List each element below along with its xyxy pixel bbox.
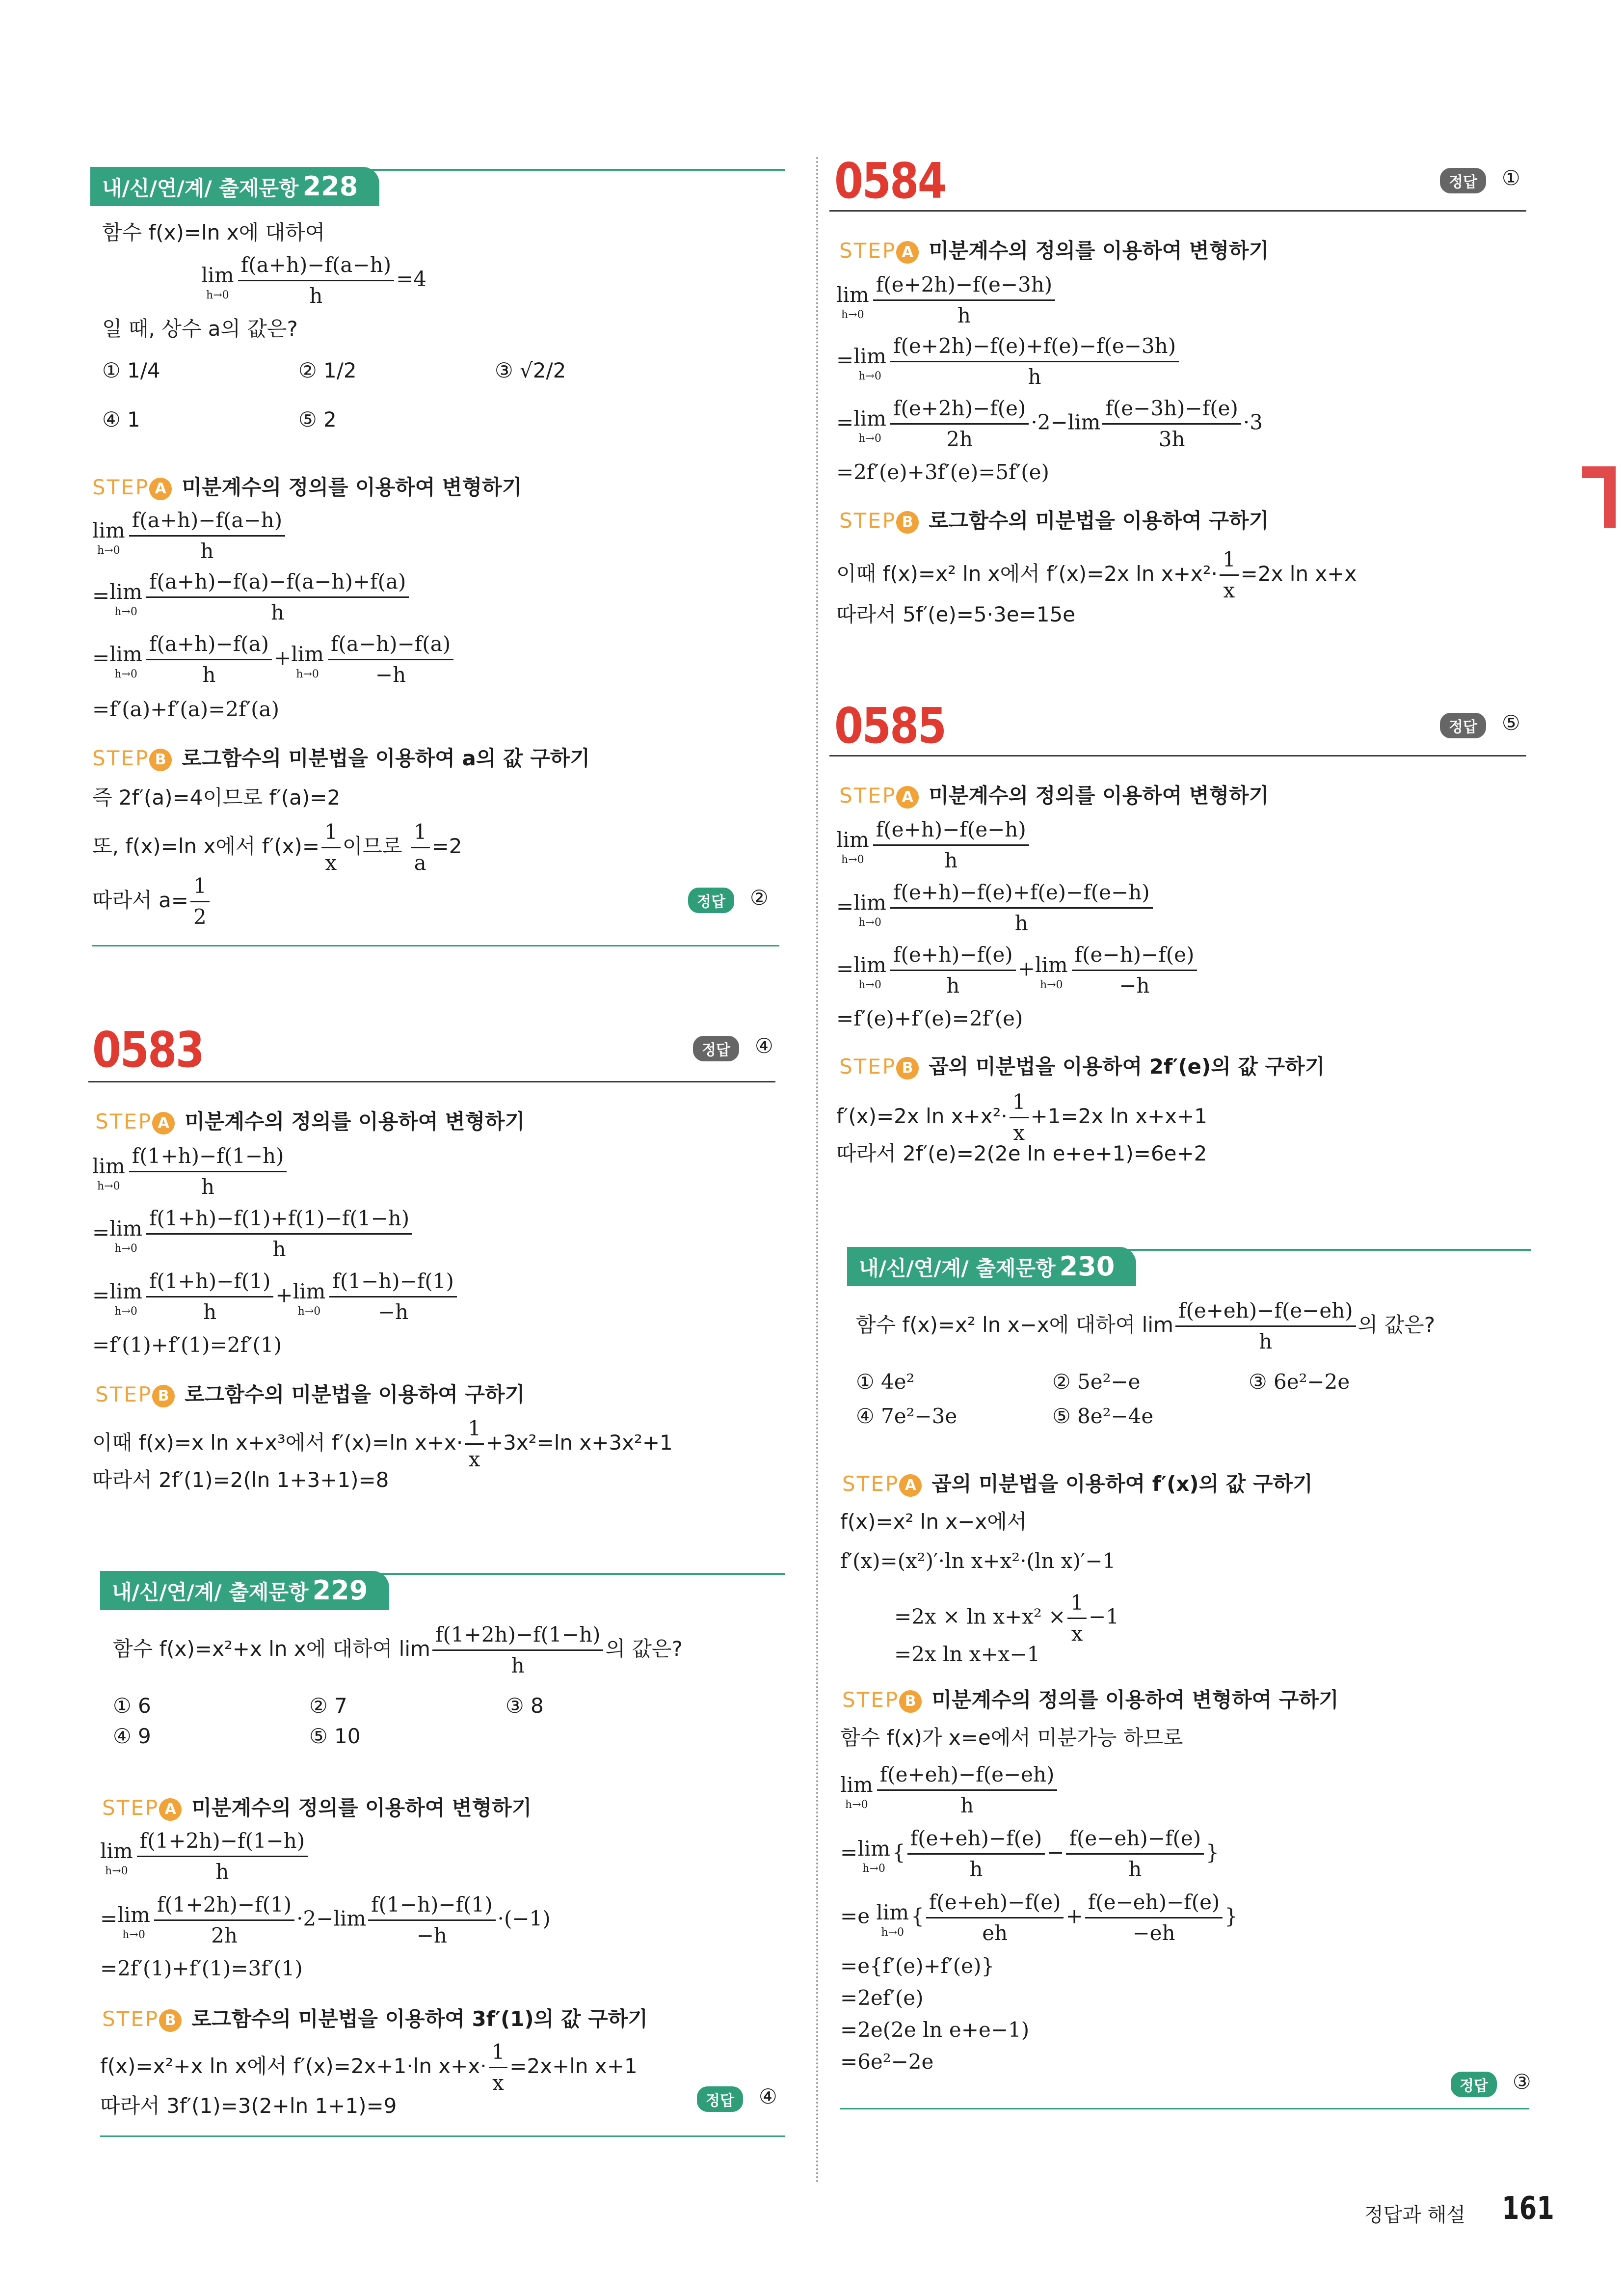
answer-value: ② — [750, 886, 769, 910]
problem-number: 0585 — [834, 697, 946, 755]
choice-1[interactable]: ① 1/4 — [102, 358, 160, 382]
derivation-line-1: lim h→0 $\frac{f(a+h)-f(a-h)}{h}$ — [92, 506, 287, 566]
derivation-line-1: lim h→0 $\frac{f(e+h)-f(e-h)}{h}$ — [836, 815, 1031, 875]
step-b-line-2: 따라서 3f′(1)=3(2+ln 1+1)=9 — [100, 2094, 397, 2118]
chapter-tab-marker — [1604, 466, 1616, 528]
step-a-heading: STEP A 곱의 미분법을 이용하여 f′(x)의 값 구하기 — [842, 1472, 1313, 1496]
step-b-heading: STEP B 로그함수의 미분법을 이용하여 구하기 — [839, 509, 1269, 533]
step-b-line-1: 이때 f(x)=x² ln x에서 f′(x)=2x ln x+x²· $\frac{1}{x}$ =2x ln x+x — [836, 545, 1357, 605]
banner-number: 229 — [312, 1575, 368, 1606]
step-b-line-0: 함수 f(x)가 x=e에서 미분가능 하므로 — [840, 1726, 1183, 1750]
problem-question: 일 때, 상수 a의 값은? — [102, 317, 298, 341]
footer-section-title: 정답과 해설 — [1364, 2204, 1465, 2226]
step-b-heading: STEP B 미분계수의 정의를 이용하여 변형하여 구하기 — [842, 1688, 1339, 1712]
derivation-line-3: =lim h→0 $\frac{f(a+h)-f(a)}{h}$ +lim h→0 $\frac{f(a-h)-f(a)}{-h}$ — [92, 629, 455, 690]
step-b-line-2: 또, f(x)=ln x에서 f′(x)= $\frac{1}{x}$ 이므로 $\frac{1}{a}$ =2 — [92, 817, 462, 878]
derivation-line-2: =lim h→0 $\frac{f(1+2h)-f(1)}{2h}$ ·2−lim $\frac{f(1-h)-f(1)}{-h}$ ·(−1) — [100, 1890, 551, 1950]
answer-value: ③ — [1513, 2070, 1531, 2094]
linked-problem-banner — [847, 1247, 1136, 1286]
step-a-line-2: f′(x)=(x²)′·ln x+x²·(ln x)′−1 — [840, 1549, 1116, 1573]
step-a-heading: STEP A 미분계수의 정의를 이용하여 변형하기 — [102, 1796, 532, 1820]
problem-prompt: 함수 f(x)=ln x에 대하여 — [102, 220, 325, 244]
step-b-line-2: 따라서 2f′(1)=2(ln 1+3+1)=8 — [92, 1468, 389, 1492]
derivation-line-7: =6e²−2e — [840, 2050, 934, 2074]
derivation-line-1: lim h→0 $\frac{f(e+eh)-f(e-eh)}{h}$ — [840, 1760, 1059, 1820]
banner-rule — [363, 169, 785, 171]
derivation-line-2: =lim h→0 $\frac{f(1+h)-f(1)+f(1)-f(1-h)}{h}$ — [92, 1204, 414, 1264]
problem-prompt: 함수 f(x)=x² ln x−x에 대하여 lim $\frac{f(e+eh)-f(e-eh)}{h}$ 의 값은? — [856, 1296, 1435, 1356]
step-b-heading: STEP B 곱의 미분법을 이용하여 2f′(e)의 값 구하기 — [839, 1054, 1325, 1079]
choice-5[interactable]: ⑤ 2 — [298, 407, 337, 432]
banner-number: 230 — [1059, 1251, 1115, 1282]
linked-problem-banner — [90, 167, 379, 206]
derivation-line-2: =lim h→0 { $\frac{f(e+eh)-f(e)}{h}$ − $\frac{f(e-eh)-f(e)}{h}$ } — [840, 1824, 1219, 1884]
derivation-line-3: =lim h→0 $\frac{f(e+2h)-f(e)}{2h}$ ·2−lim $\frac{f(e-3h)-f(e)}{3h}$ ·3 — [836, 394, 1263, 454]
choice-4[interactable]: ④ 7e²−3e — [856, 1404, 958, 1428]
step-b-line-3: 따라서 a= $\frac{1}{2}$ — [92, 871, 212, 932]
step-a-heading: STEP A 미분계수의 정의를 이용하여 변형하기 — [95, 1109, 525, 1134]
left-column — [88, 0, 785, 2296]
section-rule — [100, 2135, 785, 2137]
page-number: 161 — [1502, 2190, 1554, 2227]
step-a-line-1: f(x)=x² ln x−x에서 — [840, 1510, 1027, 1534]
derivation-line-1: lim h→0 $\frac{f(1+2h)-f(1-h)}{h}$ — [100, 1826, 310, 1887]
derivation-line-1: lim h→0 $\frac{f(1+h)-f(1-h)}{h}$ — [92, 1141, 289, 1202]
step-b-line-2: 따라서 2f′(e)=2(2e ln e+e+1)=6e+2 — [836, 1141, 1207, 1165]
derivation-line-3: =e lim h→0 { $\frac{f(e+eh)-f(e)}{eh}$ + $\frac{f(e-eh)-f(e)}{-eh}$ } — [840, 1888, 1238, 1948]
step-a-line-3: =2x × ln x+x² × $\frac{1}{x}$ −1 — [894, 1588, 1119, 1648]
header-rule — [829, 755, 1526, 756]
answer-badge: 정답 — [688, 888, 734, 913]
banner-rule — [1119, 1249, 1531, 1251]
choice-5[interactable]: ⑤ 10 — [309, 1724, 361, 1748]
choice-3[interactable]: ③ √2/2 — [495, 358, 566, 382]
derivation-line-5: =2ef′(e) — [840, 1986, 924, 2010]
section-rule — [840, 2108, 1529, 2109]
banner-number: 228 — [302, 171, 358, 202]
derivation-line-4: =f′(e)+f′(e)=2f′(e) — [836, 1006, 1023, 1030]
answer-value: ④ — [759, 2084, 777, 2108]
linked-problem-banner — [100, 1571, 389, 1610]
step-b-line-1: 즉 2f′(a)=4이므로 f′(a)=2 — [92, 785, 341, 810]
given-limit: lim h→0 $\frac{f(a+h)-f(a-h)}{h}$ =4 — [201, 250, 426, 311]
banner-rule — [373, 1573, 785, 1575]
header-rule — [829, 210, 1526, 212]
answer-value: ④ — [755, 1034, 773, 1058]
derivation-line-3: =lim h→0 $\frac{f(e+h)-f(e)}{h}$ +lim h→0 $\frac{f(e-h)-f(e)}{-h}$ — [836, 940, 1199, 1000]
problem-prompt: 함수 f(x)=x²+x ln x에 대하여 lim $\frac{f(1+2h)-f(1-h)}{h}$ 의 값은? — [113, 1620, 683, 1680]
choice-4[interactable]: ④ 9 — [113, 1724, 151, 1748]
step-b-heading: STEP B 로그함수의 미분법을 이용하여 a의 값 구하기 — [92, 746, 590, 770]
derivation-line-1: lim h→0 $\frac{f(e+2h)-f(e-3h)}{h}$ — [836, 270, 1057, 330]
derivation-line-2: =lim h→0 $\frac{f(e+h)-f(e)+f(e)-f(e-h)}{h}$ — [836, 878, 1155, 938]
derivation-line-4: =f′(1)+f′(1)=2f′(1) — [92, 1333, 282, 1357]
choice-1[interactable]: ① 6 — [113, 1694, 151, 1718]
derivation-line-4: =f′(a)+f′(a)=2f′(a) — [92, 697, 279, 721]
header-rule — [88, 1081, 775, 1082]
choice-3[interactable]: ③ 8 — [506, 1694, 544, 1718]
answer-value: ⑤ — [1502, 711, 1520, 735]
answer-value: ① — [1502, 166, 1520, 190]
step-b-line-1: 이때 f(x)=x ln x+x³에서 f′(x)=ln x+x· $\frac{1}{x}$ +3x²=ln x+3x²+1 — [92, 1414, 673, 1474]
derivation-line-6: =2e(2e ln e+e−1) — [840, 2018, 1030, 2042]
derivation-line-3: =lim h→0 $\frac{f(1+h)-f(1)}{h}$ +lim h→0 $\frac{f(1-h)-f(1)}{-h}$ — [92, 1267, 459, 1327]
step-b-line-1: f′(x)=2x ln x+x²· $\frac{1}{x}$ +1=2x ln x+x+1 — [836, 1087, 1207, 1148]
banner-label: 내/신/연/계/ 출제문항 — [112, 1580, 309, 1604]
answer-badge: 정답 — [693, 1036, 739, 1061]
banner-label: 내/신/연/계/ 출제문항 — [859, 1256, 1056, 1280]
right-column — [829, 0, 1531, 2296]
step-b-heading: STEP B 로그함수의 미분법을 이용하여 구하기 — [95, 1382, 525, 1406]
section-rule — [92, 945, 779, 946]
choice-2[interactable]: ② 5e²−e — [1052, 1370, 1141, 1394]
step-b-heading: STEP B 로그함수의 미분법을 이용하여 3f′(1)의 값 구하기 — [102, 2007, 648, 2031]
choice-3[interactable]: ③ 6e²−2e — [1249, 1370, 1350, 1394]
step-b-line-1: f(x)=x²+x ln x에서 f′(x)=2x+1·ln x+x· $\frac{1}{x}$ =2x+ln x+1 — [100, 2037, 638, 2098]
problem-number: 0583 — [92, 1021, 204, 1079]
derivation-line-4: =2f′(e)+3f′(e)=5f′(e) — [836, 460, 1049, 484]
derivation-line-4: =e{f′(e)+f′(e)} — [840, 1954, 995, 1978]
step-b-line-2: 따라서 5f′(e)=5·3e=15e — [836, 602, 1076, 626]
step-a-heading: STEP A 미분계수의 정의를 이용하여 변형하기 — [839, 783, 1269, 808]
choice-2[interactable]: ② 7 — [309, 1694, 347, 1718]
derivation-line-2: =lim h→0 $\frac{f(a+h)-f(a)-f(a-h)+f(a)}{h}$ — [92, 567, 411, 627]
derivation-line-3: =2f′(1)+f′(1)=3f′(1) — [100, 1956, 303, 1980]
answer-badge: 정답 — [697, 2086, 743, 2112]
choice-2[interactable]: ② 1/2 — [298, 358, 357, 382]
answer-badge: 정답 — [1440, 168, 1486, 193]
answer-badge: 정답 — [1440, 713, 1486, 738]
banner-label: 내/신/연/계/ 출제문항 — [102, 176, 299, 200]
step-a-heading: STEP A 미분계수의 정의를 이용하여 변형하기 — [92, 475, 522, 499]
answer-badge: 정답 — [1451, 2072, 1497, 2097]
choice-5[interactable]: ⑤ 8e²−4e — [1052, 1404, 1154, 1428]
column-divider — [816, 157, 818, 2185]
problem-number: 0584 — [834, 152, 946, 210]
step-a-heading: STEP A 미분계수의 정의를 이용하여 변형하기 — [839, 239, 1269, 263]
choice-1[interactable]: ① 4e² — [856, 1370, 915, 1394]
derivation-line-2: =lim h→0 $\frac{f(e+2h)-f(e)+f(e)-f(e-3h)}{h}$ — [836, 331, 1181, 392]
choice-4[interactable]: ④ 1 — [102, 407, 140, 432]
step-a-line-4: =2x ln x+x−1 — [894, 1642, 1040, 1666]
